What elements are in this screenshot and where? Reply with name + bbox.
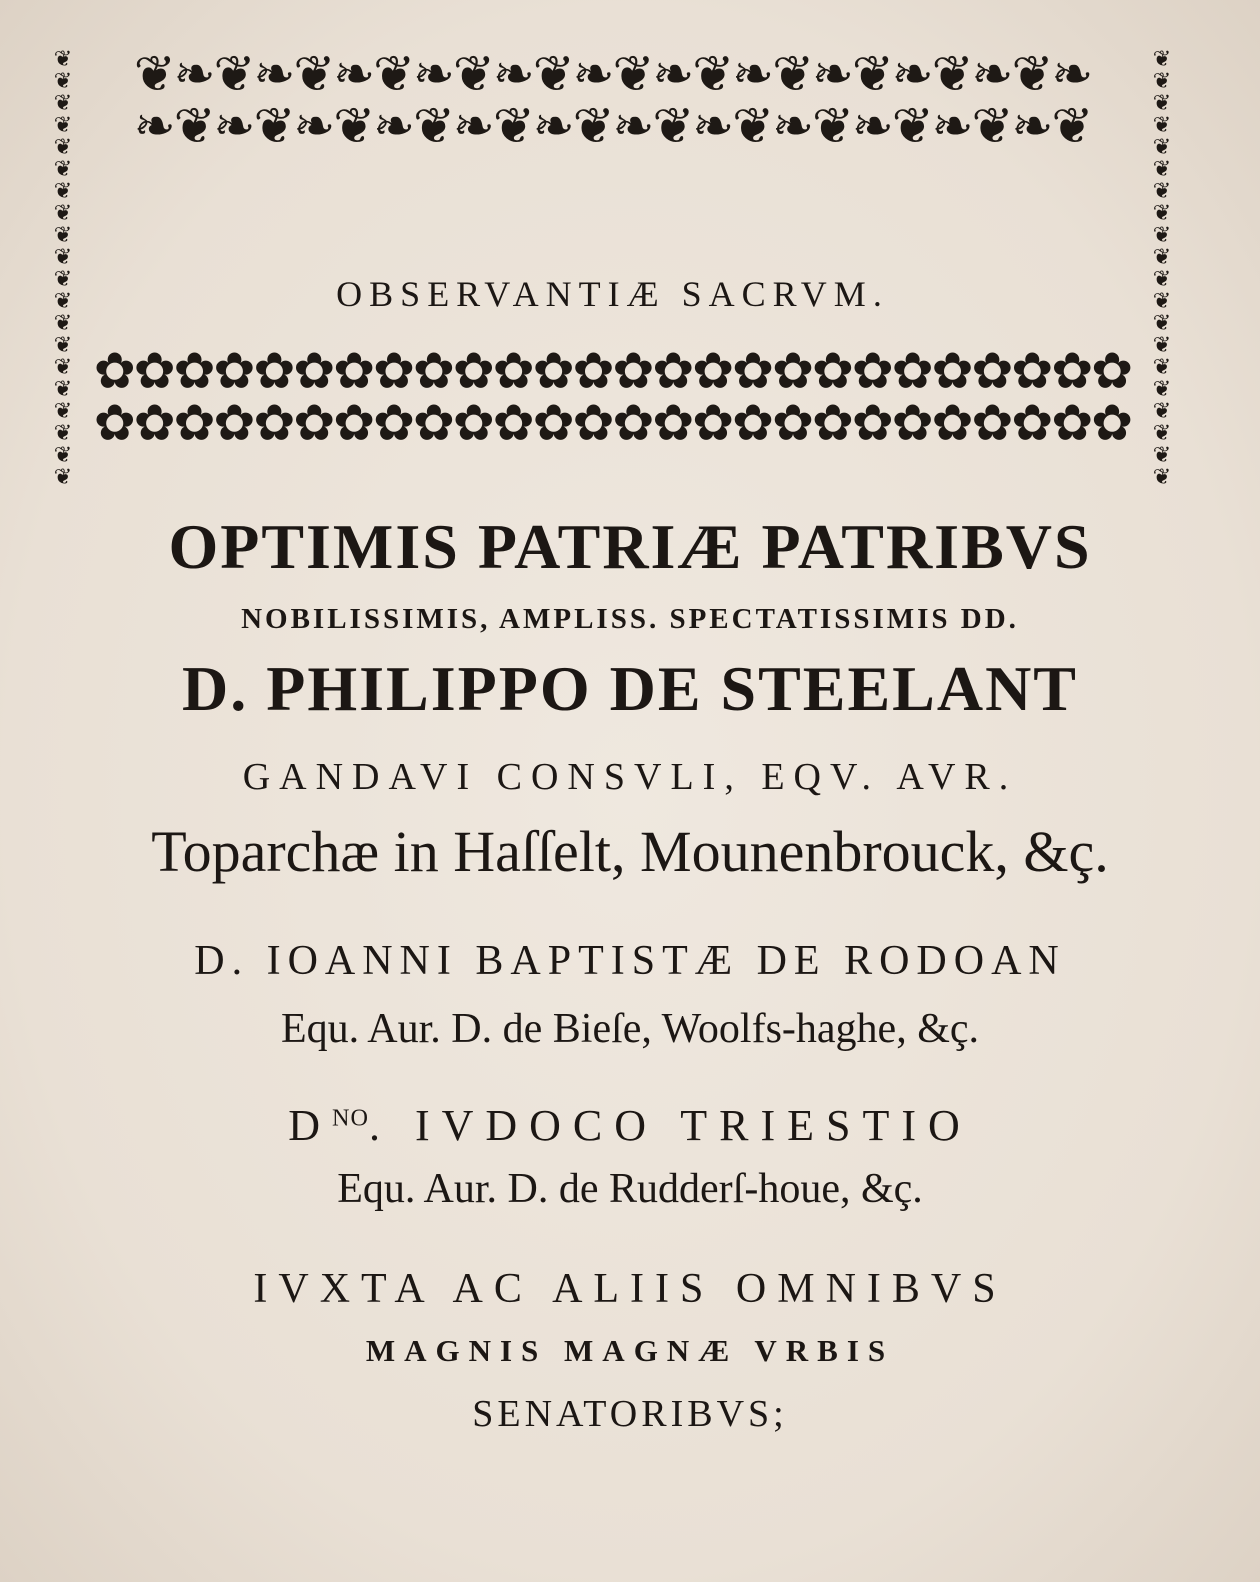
ornament-row: ❧❦❧❦❧❦❧❦❧❦❧❦❧❦❧❦❧❦❧❦❧❦❧❦ xyxy=(133,97,1092,155)
ornamental-border-frame xyxy=(50,45,1175,490)
dedication-line-toparchae: Toparchæ in Haſſelt, Mounenbrouck, &ç. xyxy=(151,819,1109,884)
left-ornament-band: ❦ ❦ ❦ ❦ ❦ ❦ ❦ ❦ ❦ ❦ ❦ ❦ ❦ ❦ ❦ ❦ ❦ ❦ ❦ ❦ xyxy=(53,47,73,490)
ornament-row: ✿✿✿✿✿✿✿✿✿✿✿✿✿✿✿✿✿✿✿✿✿✿✿✿✿✿ xyxy=(93,394,1132,452)
ornament-row: ❦❧❦❧❦❧❦❧❦❧❦❧❦❧❦❧❦❧❦❧❦❧❦❧ xyxy=(133,45,1092,103)
right-ornament-band: ❦ ❦ ❦ ❦ ❦ ❦ ❦ ❦ ❦ ❦ ❦ ❦ ❦ ❦ ❦ ❦ ❦ ❦ ❦ ❦ xyxy=(1152,47,1172,490)
dedication-line-senatoribus: SENATORIBVS; xyxy=(472,1393,788,1435)
triestio-name: . IVDOCO TRIESTIO xyxy=(368,1101,972,1150)
top-ornament-band xyxy=(76,45,1149,155)
dedication-line-biese: Equ. Aur. D. de Bieſe, Woolfs-haghe, &ç. xyxy=(280,1006,980,1052)
bottom-ornament-band xyxy=(76,342,1149,452)
dedication-line-rudders: Equ. Aur. D. de Rudderſ-houe, &ç. xyxy=(337,1166,923,1212)
dedication-line-titles: NOBILISSIMIS, AMPLISS. SPECTATISSIMIS DD. xyxy=(241,603,1019,635)
dno-prefix: D xyxy=(288,1101,332,1150)
dedication-line-magnis: MAGNIS MAGNÆ VRBIS xyxy=(365,1333,895,1368)
dedication-name-rodoan: D. IOANNI BAPTISTÆ DE RODOAN xyxy=(194,938,1066,984)
dedication-heading: OBSERVANTIÆ SACRVM. xyxy=(336,274,889,314)
dedication-name-steelant: D. PHILIPPO DE STEELANT xyxy=(182,653,1078,724)
dedication-name-triestio xyxy=(0,1100,1260,1151)
ornament-row: ✿✿✿✿✿✿✿✿✿✿✿✿✿✿✿✿✿✿✿✿✿✿✿✿✿✿ xyxy=(93,342,1132,400)
dedication-line-consuli: GANDAVI CONSVLI, EQV. AVR. xyxy=(242,756,1018,798)
dedication-line-patres: OPTIMIS PATRIÆ PATRIBVS xyxy=(168,511,1092,582)
dno-superscript: NO xyxy=(332,1104,369,1132)
dedication-line-iuxta: IVXTA AC ALIIS OMNIBVS xyxy=(253,1266,1007,1312)
